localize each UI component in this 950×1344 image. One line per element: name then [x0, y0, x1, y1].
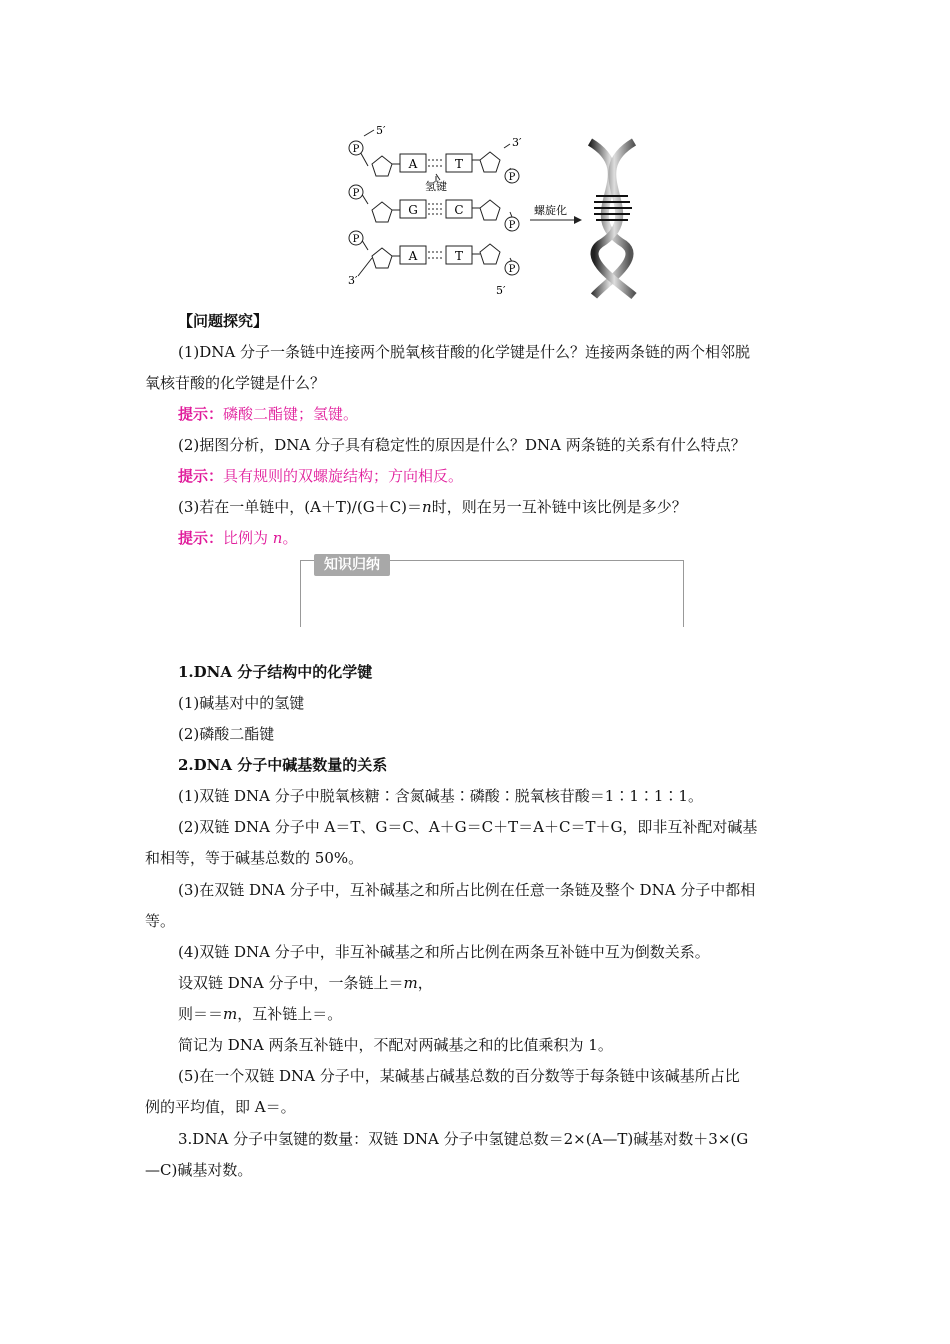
three-prime-label: 3′ [348, 274, 358, 287]
question-1-cont: 氧核苷酸的化学键是什么？ [145, 374, 326, 392]
hint-label: 提示： [178, 529, 224, 547]
dna-structure-figure [344, 124, 644, 300]
k2-title: 2.DNA 分子中碱基数量的关系 [178, 756, 388, 774]
knowledge-box [300, 557, 684, 628]
hint-2 [178, 466, 463, 486]
left-phosphates [349, 141, 363, 245]
k2-item-4-summary: 简记为 DNA 两条互补链中，不配对两碱基之和的比值乘积为 1。 [178, 1036, 613, 1054]
base-t-label: T [454, 249, 464, 263]
k2-item-5: (5)在一个双链 DNA 分子中，某碱基占碱基总数的百分数等于每条链中该碱基所占比 [178, 1067, 740, 1085]
k2-item-1: (1)双链 DNA 分子中脱氧核糖∶含氮碱基∶磷酸∶脱氧核苷酸＝1∶1∶1∶1。 [178, 787, 703, 805]
k2-item-4-then [178, 1004, 342, 1024]
knowledge-tag: 知识归纳 [314, 554, 390, 576]
phosphate-label: P [508, 220, 516, 231]
right-backbone [504, 144, 514, 266]
base-a-label: A [408, 249, 418, 263]
phosphate-label: P [508, 172, 516, 183]
left-sugars [372, 156, 392, 268]
k2-item-2: (2)双链 DNA 分子中 A＝T、G＝C、A＋G＝C＋T＝A＋C＝T＋G，即非互补配对碱基 [178, 818, 758, 836]
question-2: (2)据图分析，DNA 分子具有稳定性的原因是什么？DNA 两条链的关系有什么特点？ [178, 436, 746, 454]
question-1: (1)DNA 分子一条链中连接两个脱氧核苷酸的化学键是什么？连接两条链的两个相邻脱 [178, 343, 751, 361]
q3-after: 时，则在另一互补链中该比例是多少？ [431, 498, 687, 516]
hint-var: n [272, 529, 283, 547]
k3-line-cont: —C)碱基对数。 [145, 1161, 253, 1179]
phosphate-label: P [352, 144, 360, 155]
k3-line: 3.DNA 分子中氢键的数量：双链 DNA 分子中氢键总数＝2×(A—T)碱基对数＋3×(G [178, 1130, 749, 1148]
hint-label: 提示： [178, 405, 224, 423]
hint-end: 。 [282, 529, 298, 547]
hint-text: 磷酸二酯键；氢键。 [223, 405, 359, 423]
base-t-label: T [454, 157, 464, 171]
spiral-label: 螺旋化 [534, 204, 567, 217]
hint-label: 提示： [178, 467, 224, 485]
k2-item-3-cont: 等。 [145, 912, 176, 930]
base-a-label: A [408, 157, 418, 171]
phosphate-label: P [352, 234, 360, 245]
hydrogen-bond-label: 氢键 [425, 180, 447, 193]
five-prime-label: 5′ [496, 284, 506, 297]
k2-4t-before: 则＝＝ [178, 1005, 224, 1023]
right-sugars [480, 152, 500, 264]
right-phosphates [505, 169, 519, 275]
phosphate-label: P [352, 188, 360, 199]
hint-text: 具有规则的双螺旋结构；方向相反。 [223, 467, 464, 485]
double-helix-image [590, 142, 634, 296]
three-prime-label: 3′ [512, 136, 522, 149]
k2-item-5-cont: 例的平均值，即 A＝。 [145, 1098, 296, 1116]
hint-text: 比例为 [223, 529, 273, 547]
five-prime-label: 5′ [376, 124, 386, 137]
q3-var: n [422, 498, 432, 516]
k1-item-a: (1)碱基对中的氢键 [178, 694, 305, 712]
k2-4t-var: m [223, 1005, 238, 1023]
q3-before: (3)若在一单链中，(A＋T)/(G＋C)＝ [178, 498, 423, 516]
section-title: 【问题探究】 [178, 312, 269, 330]
base-g-label: G [408, 203, 418, 217]
base-c-label: C [454, 203, 464, 217]
k1-item-b: (2)磷酸二酯键 [178, 725, 275, 743]
phosphate-label: P [508, 264, 516, 275]
k2-item-3: (3)在双链 DNA 分子中，互补碱基之和所占比例在任意一条链及整个 DNA 分子中都相 [178, 881, 756, 899]
hint-1 [178, 404, 358, 424]
hint-3 [178, 528, 297, 548]
k2-item-4: (4)双链 DNA 分子中，非互补碱基之和所占比例在两条互补链中互为倒数关系。 [178, 943, 710, 961]
k2-item-4-set [178, 973, 433, 993]
k2-item-2-cont: 和相等，等于碱基总数的 50%。 [145, 849, 364, 867]
k1-title: 1.DNA 分子结构中的化学键 [178, 663, 373, 681]
k2-4s-var: m [403, 974, 418, 992]
question-3 [178, 497, 687, 517]
k2-4t-after: ，互补链上＝。 [237, 1005, 343, 1023]
k2-4s-after: ， [417, 974, 433, 992]
k2-4s-before: 设双链 DNA 分子中，一条链上＝ [178, 974, 404, 992]
